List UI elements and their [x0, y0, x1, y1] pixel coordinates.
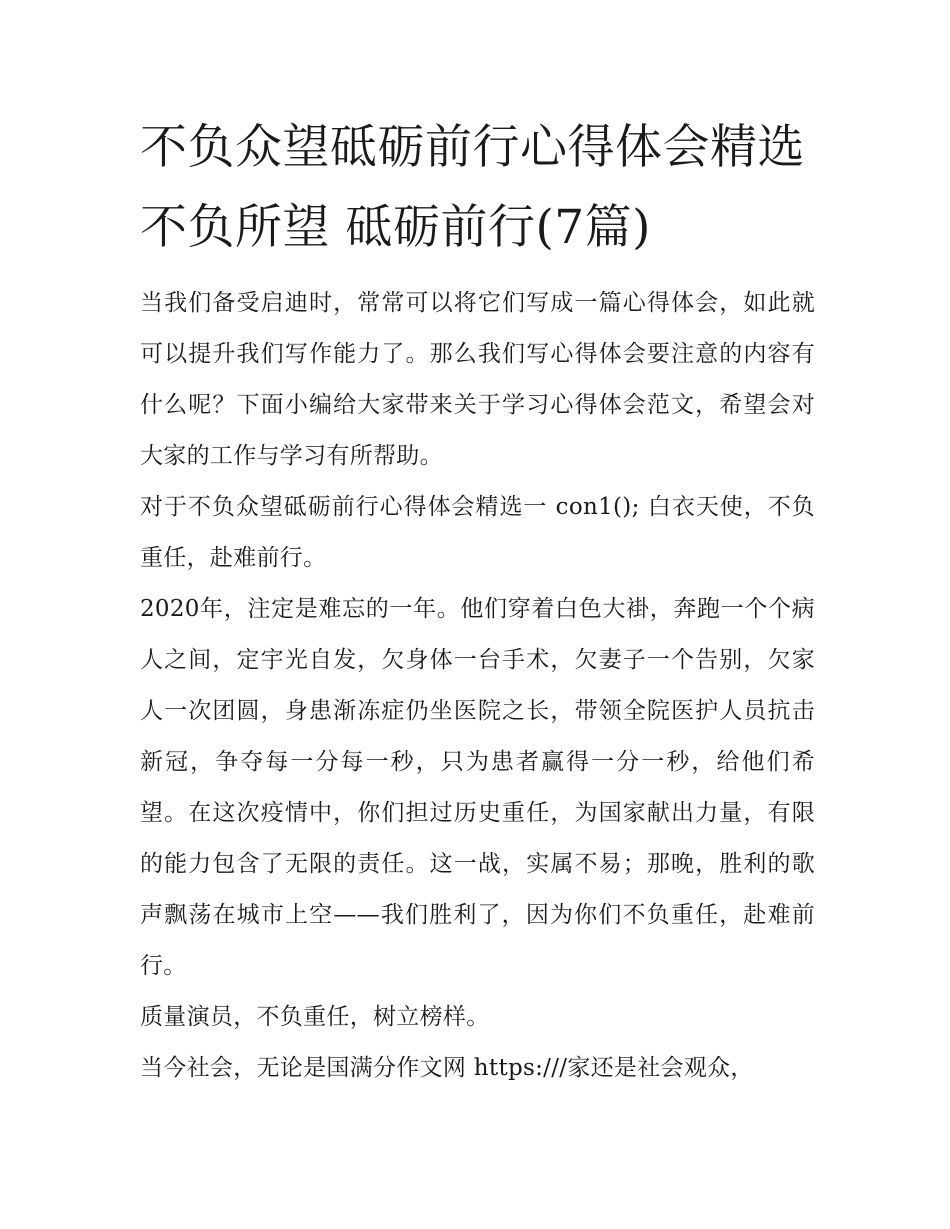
paragraph-quality-actor: 质量演员，不负重任，树立榜样。: [140, 1004, 490, 1030]
paragraph-intro: 当我们备受启迪时，常常可以将它们写成一篇心得体会，如此就可以提升我们写作能力了。那么我们写心得体会要注意的内容有什么呢？下面小编给大家带来关于学习心得体会范文，希望会对大家的工作与学习有所帮助。: [140, 290, 815, 469]
document-page: [140, 108, 815, 1094]
paragraph-2020: 2020年，注定是难忘的一年。他们穿着白色大褂，奔跑一个个病人之间，定宇光自发，欠身体一台手术，欠妻子一个告别，欠家人一次团圆，身患渐冻症仍坐医院之长，带领全院医护人员抗击新冠，争夺每一分每一秒，只为患者赢得一分一秒，给他们希望。在这次疫情中，你们担过历史重任，为国家献出力量，有限的能力包含了无限的责任。这一战，实属不易；那晚，胜利的歌声飘荡在城市上空——我们胜利了，因为你们不负重任，赴难前行。: [140, 596, 815, 979]
paragraph-section-one-heading: 对于不负众望砥砺前行心得体会精选一 con1(); 白衣天使，不负重任，赴难前行。: [140, 494, 815, 571]
paragraph-society: 当今社会，无论是国满分作文网 https:///家还是社会观众，: [140, 1055, 754, 1081]
document-title: 不负众望砥砺前行心得体会精选 不负所望 砥砺前行(7篇): [140, 120, 805, 255]
